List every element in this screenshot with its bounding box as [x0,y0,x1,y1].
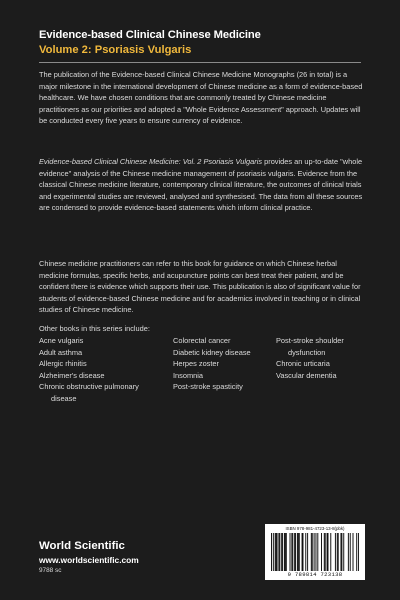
audience-paragraph: Chinese medicine practitioners can refer to this book for guidance on which Chinese herbal medicine formulas, specific herbs, and acupuncture points can best treat their patient, and be confident there is evidence which supports their use. This publication is also of significant value for students of evidence-based Chinese medicine and for academics involved in teaching or in clinical studies of Chinese medicine. [39,259,361,315]
list-item: Insomnia [173,370,203,380]
list-item: Alzheimer's disease [39,370,105,380]
barcode-icon [271,533,359,571]
other-books-label: Other books in this series include: [39,324,150,333]
other-books-column-2 [173,335,273,393]
other-books-column-3 [276,335,366,381]
list-item: Chronic urticaria [276,359,330,369]
list-item: Chronic obstructive pulmonary [39,382,139,392]
publisher-url: www.worldscientific.com [39,555,139,565]
isbn-barcode [265,524,365,580]
book-title-italic: Evidence-based Clinical Chinese Medicine: Vol. 2 Psoriasis Vulgaris [39,157,263,166]
list-item-continuation: dysfunction [288,347,326,357]
publisher-code: 9788 sc [39,567,62,574]
list-item-continuation: disease [51,393,77,403]
publisher-name: World Scientific [39,540,125,552]
summary-paragraph [39,156,363,214]
list-item: Herpes zoster [173,359,220,369]
summary-paragraph-text: provides an up-to-date "whole evidence" analysis of the Chinese medicine management of psoriasis vulgaris. Evidence from the classical Chinese medicine literature, contemporary clinical literature, the outcomes of clinical trials and experimental studies are reviewed, analysed and synthesised. The data from all these sources are condensed to provide evidence-based statements which inform clinical practice. [39,157,363,213]
list-item: Acne vulgaris [39,336,84,345]
isbn-label: ISBN 978-981-4723-13-8(pbk) [285,526,345,531]
list-item: Adult asthma [39,347,83,357]
list-item: Post-stroke spasticity [173,382,243,392]
list-item: Diabetic kidney disease [173,347,251,357]
other-books-column-1 [39,335,169,405]
list-item: Allergic rhinitis [39,359,87,369]
list-item: Colorectal cancer [173,336,231,345]
barcode-digits: 9 789814 723138 [287,571,343,578]
volume-title: Volume 2: Psoriasis Vulgaris [39,44,192,56]
series-title: Evidence-based Clinical Chinese Medicine [39,29,261,41]
list-item: Vascular dementia [276,370,337,380]
divider-rule [39,62,361,63]
intro-paragraph: The publication of the Evidence-based Clinical Chinese Medicine Monographs (26 in total) is a major milestone in the international development of Chinese medicine as a form of evidence-based healthcare. We have chosen conditions that are commonly treated by Chinese medicine practitioners as our priorities and adopted a "Whole Evidence Assessment" approach. Updates will be conducted every five years to ensure currency of evidence. [39,70,363,126]
list-item: Post-stroke shoulder [276,336,344,345]
